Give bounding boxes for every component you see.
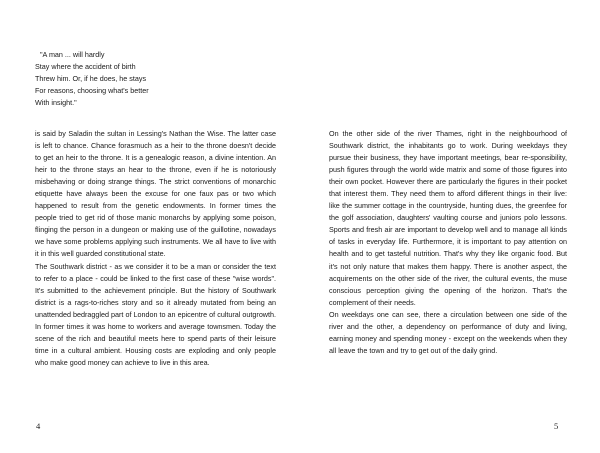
left-body-text bbox=[35, 128, 276, 369]
quote-line: For reasons, choosing what's better bbox=[35, 86, 149, 96]
paragraph: The Southwark district - as we consider it to be a man or consider the text to refer to a place - could be linked to the first case of these "wise words". It's submitted to the achievement principle. But the history of Southwark district is a rags-to-riches story and so it already mutated from being an unattended bedraggled part of London to an epicentre of cultural outgrowth. In former times it was home to workers and average townsmen. Today the scene of the rich and beautiful meets here to spend parts of their leisure time in a cultural ambient. Housing costs are exploding and only people who make good money can achieve to live in this area. bbox=[35, 261, 276, 367]
quote-line: Threw him. Or, if he does, he stays bbox=[35, 74, 147, 84]
page-number: 5 bbox=[554, 421, 559, 431]
epigraph-quote bbox=[35, 49, 255, 109]
paragraph: On weekdays one can see, there a circulation between one side of the river and the other, a dependency on performance of duty and living, earning money and spending money - except on the weekends when they all leave the town and try to get out of the daily grind. bbox=[329, 309, 567, 355]
page-number: 4 bbox=[36, 421, 41, 431]
quote-line: "A man ... will hardly bbox=[40, 50, 105, 59]
paragraph: is said by Saladin the sultan in Lessing's Nathan the Wise. The latter case is left to chance. Chance forasmuch as a heir to the throne doesn't decide to get an heir to the throne. It is a genealogic reason, a divine intention. An heir to the throne stays an hear to the throne, even if he is notoriously misbehaving or doing strange things. The strict conventions of monarchic etiquette have always been the excuse for one faux pas or two which happened to result from the genetic endowments. In former times the people tried to get rid of those manic monarchs by applying some poison, flinging the person in a dungeon or making use of the guillotine, nowadays we have some problems applying such instruments. We all have to live with it in this well guarded constitutional state. bbox=[35, 129, 276, 259]
quote-line: Stay where the accident of birth bbox=[35, 62, 136, 72]
right-body-text bbox=[329, 128, 567, 357]
paragraph: On the other side of the river Thames, right in the neighbourhood of Southwark district, the inhabitants go to work. During weekdays they pursue their business, they have important meetings, bear re-sponsibility, push figures through the world wide matrix and some of those figures into their own pocket. However there are particularly the figures in their pocket that interest them. They need them to afford different things in their live: like the summer cottage in the countryside, hunting dues, the greenfee for the golf association, daughters' vaulting course and juniors polo lessons. Sports and fresh air are important to develop well and to manage all kinds of tasks in everyday life. Furthermore, it is important to pay attention on health and to get tasteful nutrition. That's why they like organic food. But it's not only nature that makes them happy. There is another aspect, the acquirements on the other side of the river, the cultural events, the muse conscious perception giving the opening of the horizon. That's the complement of their needs. bbox=[329, 129, 567, 307]
right-page bbox=[300, 0, 600, 453]
quote-line: With insight." bbox=[35, 98, 77, 108]
